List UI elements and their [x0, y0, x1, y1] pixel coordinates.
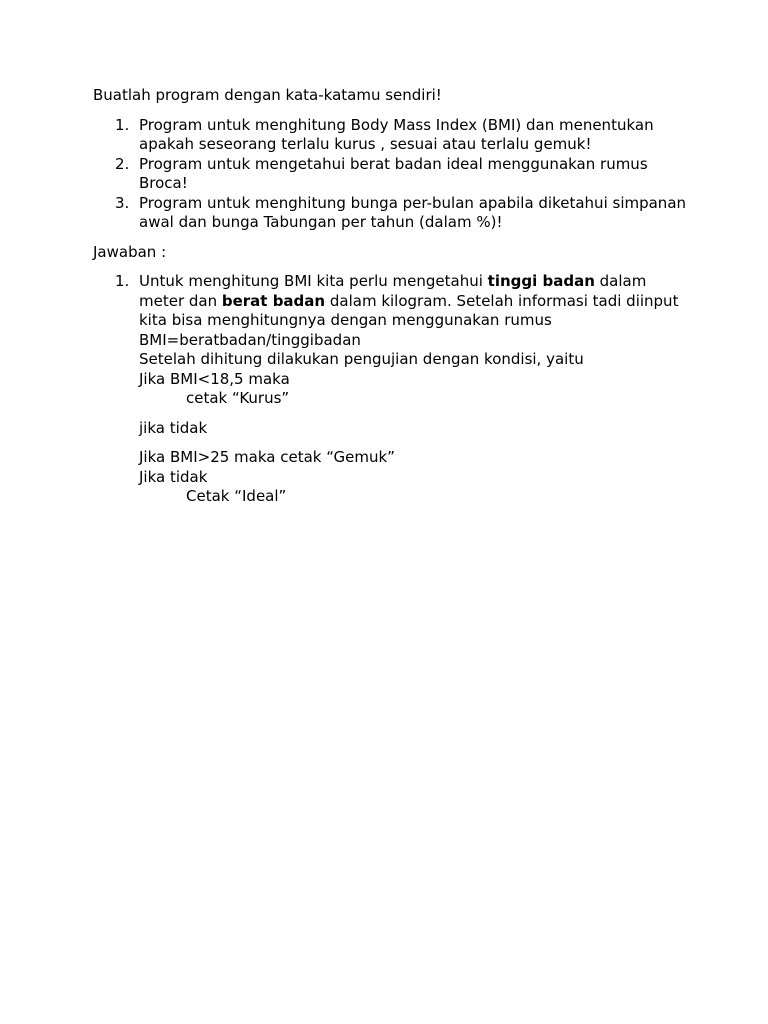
answer-jika-kurus-line: Jika BMI<18,5 maka: [139, 369, 290, 388]
answer-text-part2: dalam meter dan: [139, 272, 647, 310]
answer-cetak-ideal-line: Cetak “Ideal”: [186, 487, 287, 505]
intro-text: Buatlah program dengan kata-katamu sendiri!: [93, 86, 442, 104]
answer-bold-tinggi-badan: tinggi badan: [487, 272, 595, 290]
question-text: Program untuk menghitung bunga per-bulan apabila diketahui simpanan awal dan bunga Tabungan per tahun (dalam %)!: [139, 193, 687, 231]
answer-jika-tidak-line-2: Jika tidak: [139, 467, 208, 486]
question-item: [93, 116, 693, 155]
answer-text-part1: Untuk menghitung BMI kita perlu mengetahui: [139, 272, 488, 290]
spacer: [139, 438, 693, 448]
question-item: [93, 194, 693, 233]
spacer: [139, 409, 693, 419]
question-number: 1.: [115, 115, 130, 134]
document-page: [93, 86, 693, 517]
answer-number: 1.: [115, 272, 130, 290]
question-list: [93, 116, 693, 233]
answer-item: [93, 272, 693, 507]
question-number: 2.: [115, 154, 130, 173]
answer-bold-berat-badan: berat badan: [221, 291, 326, 310]
question-text: Program untuk mengetahui berat badan ideal menggunakan rumus Broca!: [139, 154, 648, 192]
question-number: 3.: [115, 193, 130, 212]
answer-kondisi-line: Setelah dihitung dilakukan pengujian dengan kondisi, yaitu: [139, 350, 584, 368]
answer-jika-gemuk-line: Jika BMI>25 maka cetak “Gemuk”: [139, 448, 395, 466]
answer-text-part3: dalam kilogram. Setelah informasi tadi diinput kita bisa menghitungnya dengan menggunakan rumus BMI=beratbadan/tinggibadan: [139, 291, 679, 349]
answer-jika-tidak-line: jika tidak: [139, 418, 208, 437]
jawaban-label: Jawaban :: [93, 242, 167, 261]
answer-cetak-kurus-line: cetak “Kurus”: [186, 389, 290, 407]
answer-paragraph: [139, 272, 693, 350]
question-item: [93, 155, 693, 194]
answer-list: [93, 272, 693, 507]
question-text: Program untuk menghitung Body Mass Index (BMI) dan menentukan apakah seseorang terlalu kurus , sesuai atau terlalu gemuk!: [139, 115, 654, 153]
